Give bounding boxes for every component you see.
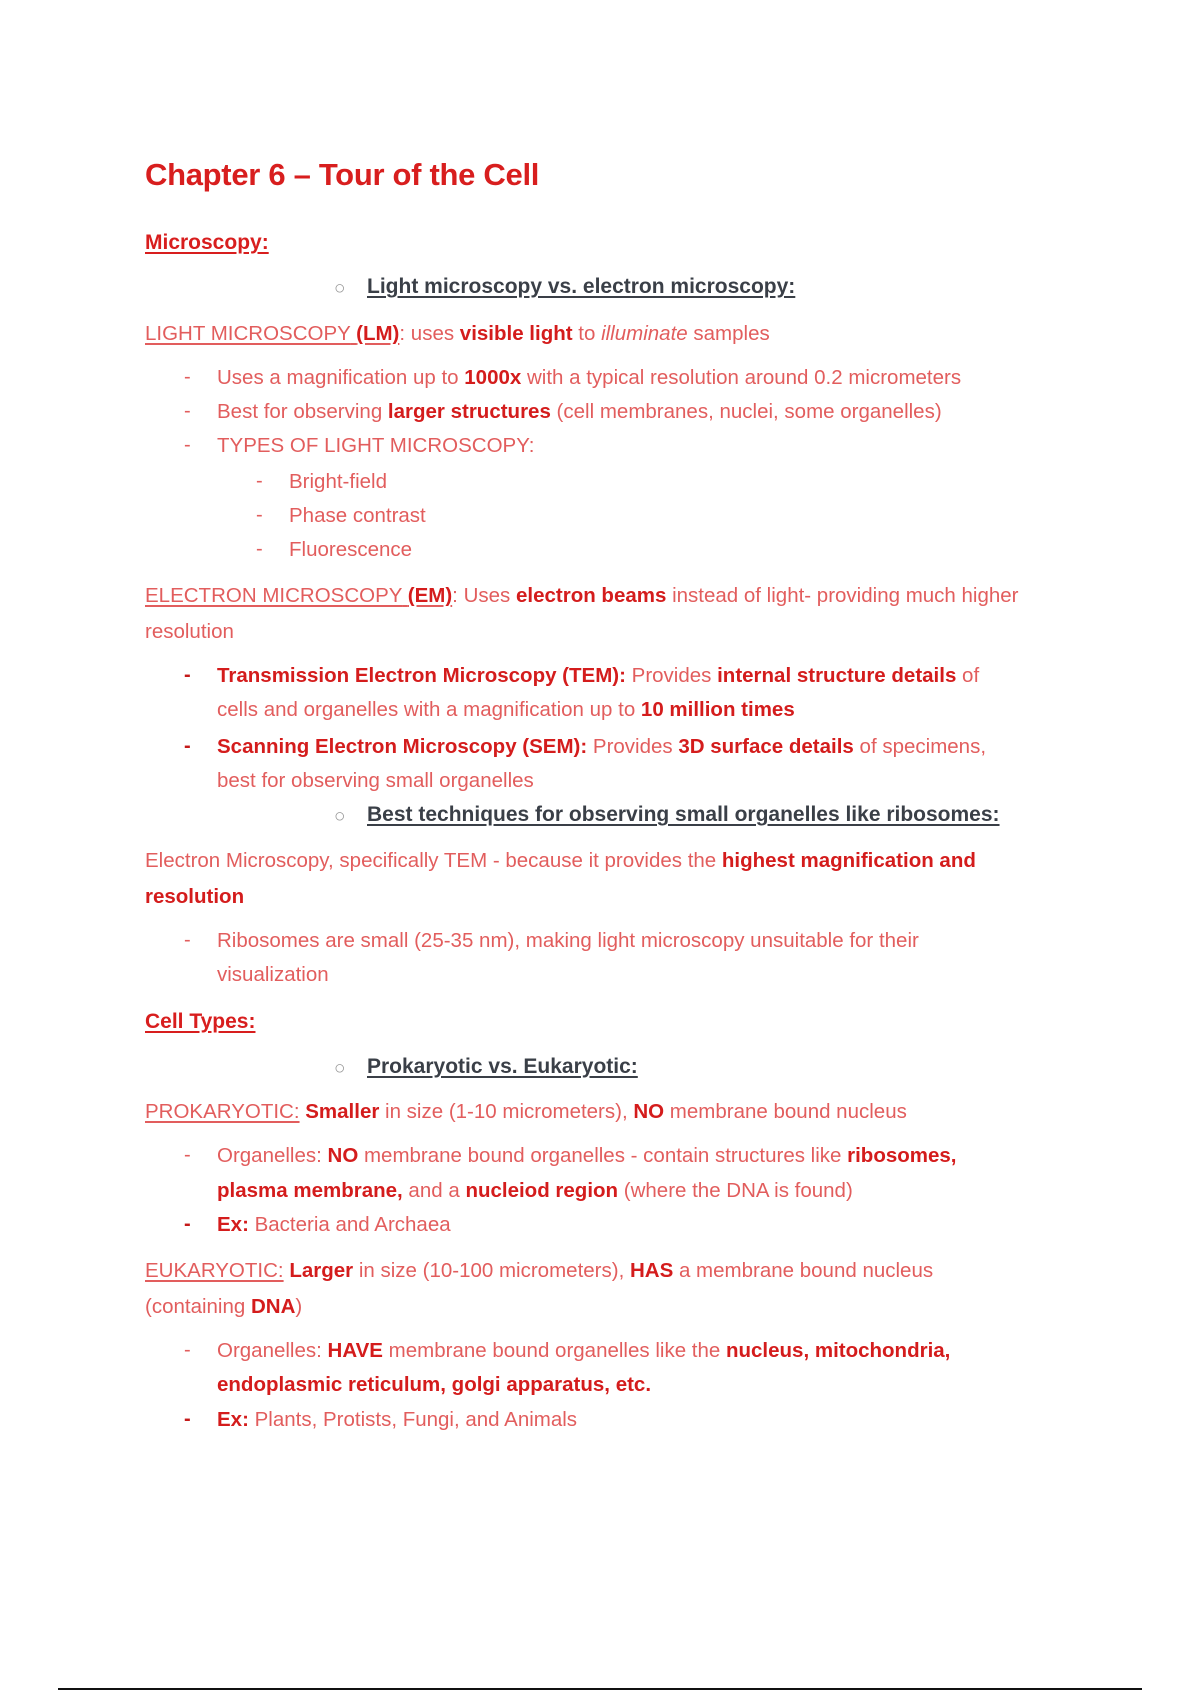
dash-bullet: -: [184, 366, 191, 388]
list-item: Ex: Plants, Protists, Fungi, and Animals: [217, 1408, 578, 1431]
lm-definition: LIGHT MICROSCOPY (LM): uses visible light to illuminate samples: [145, 322, 770, 345]
dash-bullet: -: [184, 1213, 191, 1235]
list-item-tem-cont: cells and organelles with a magnification up to 10 million times: [217, 698, 795, 721]
small-answer: Electron Microscopy, specifically TEM - because it provides the highest magnification and: [145, 849, 976, 872]
subheading-pro-vs-euk: Prokaryotic vs. Eukaryotic:: [367, 1055, 638, 1078]
dash-bullet: -: [184, 1339, 191, 1361]
em-definition-cont: resolution: [145, 620, 234, 643]
lm-term: LIGHT MICROSCOPY (LM): [145, 322, 400, 345]
list-item: TYPES OF LIGHT MICROSCOPY:: [217, 434, 535, 457]
dash-bullet: -: [184, 400, 191, 422]
dash-bullet: -: [184, 664, 191, 686]
list-item-sem-cont: best for observing small organelles: [217, 769, 534, 792]
list-item-cont: visualization: [217, 963, 329, 986]
list-item: Phase contrast: [289, 504, 426, 527]
list-item: Uses a magnification up to 1000x with a typical resolution around 0.2 micrometers: [217, 366, 962, 389]
eukaryotic-definition: EUKARYOTIC: Larger in size (10-100 micrometers), HAS a membrane bound nucleus: [145, 1259, 934, 1282]
circle-bullet: ○: [334, 278, 346, 299]
eukaryotic-definition-cont: (containing DNA): [145, 1295, 303, 1318]
list-item: Ex: Bacteria and Archaea: [217, 1213, 451, 1236]
subheading-small-organelles: Best techniques for observing small organelles like ribosomes:: [367, 803, 1000, 826]
circle-bullet: ○: [334, 806, 346, 827]
subheading-light-vs-electron: Light microscopy vs. electron microscopy:: [367, 275, 796, 298]
em-term: ELECTRON MICROSCOPY (EM): [145, 584, 453, 607]
dash-bullet: -: [256, 538, 263, 560]
dash-bullet: -: [184, 1144, 191, 1166]
circle-bullet: ○: [334, 1058, 346, 1079]
dash-bullet: -: [256, 504, 263, 526]
list-item: Organelles: HAVE membrane bound organelles like the nucleus, mitochondria,: [217, 1339, 951, 1362]
list-item: Bright-field: [289, 470, 387, 493]
dash-bullet: -: [184, 929, 191, 951]
list-item: Organelles: NO membrane bound organelles - contain structures like ribosomes,: [217, 1144, 957, 1167]
dash-bullet: -: [184, 1408, 191, 1430]
section-heading-microscopy: Microscopy:: [145, 231, 269, 254]
list-item-cont: endoplasmic reticulum, golgi apparatus, etc.: [217, 1373, 652, 1396]
list-item-cont: plasma membrane, and a nucleiod region (where the DNA is found): [217, 1179, 853, 1202]
em-definition: ELECTRON MICROSCOPY (EM): Uses electron beams instead of light- providing much higher: [145, 584, 1019, 607]
section-heading-cell-types: Cell Types:: [145, 1010, 256, 1033]
dash-bullet: -: [256, 470, 263, 492]
list-item: Ribosomes are small (25-35 nm), making light microscopy unsuitable for their: [217, 929, 919, 952]
list-item: Fluorescence: [289, 538, 413, 561]
page-title: Chapter 6 – Tour of the Cell: [145, 157, 540, 192]
list-item-tem: Transmission Electron Microscopy (TEM): Provides internal structure details of: [217, 664, 980, 687]
prokaryotic-definition: PROKARYOTIC: Smaller in size (1-10 micrometers), NO membrane bound nucleus: [145, 1100, 907, 1123]
small-answer-cont: resolution: [145, 885, 245, 908]
dash-bullet: -: [184, 434, 191, 456]
page-bottom-rule: [58, 1688, 1142, 1690]
dash-bullet: -: [184, 735, 191, 757]
list-item-sem: Scanning Electron Microscopy (SEM): Provides 3D surface details of specimens,: [217, 735, 987, 758]
list-item: Best for observing larger structures (cell membranes, nuclei, some organelles): [217, 400, 942, 423]
